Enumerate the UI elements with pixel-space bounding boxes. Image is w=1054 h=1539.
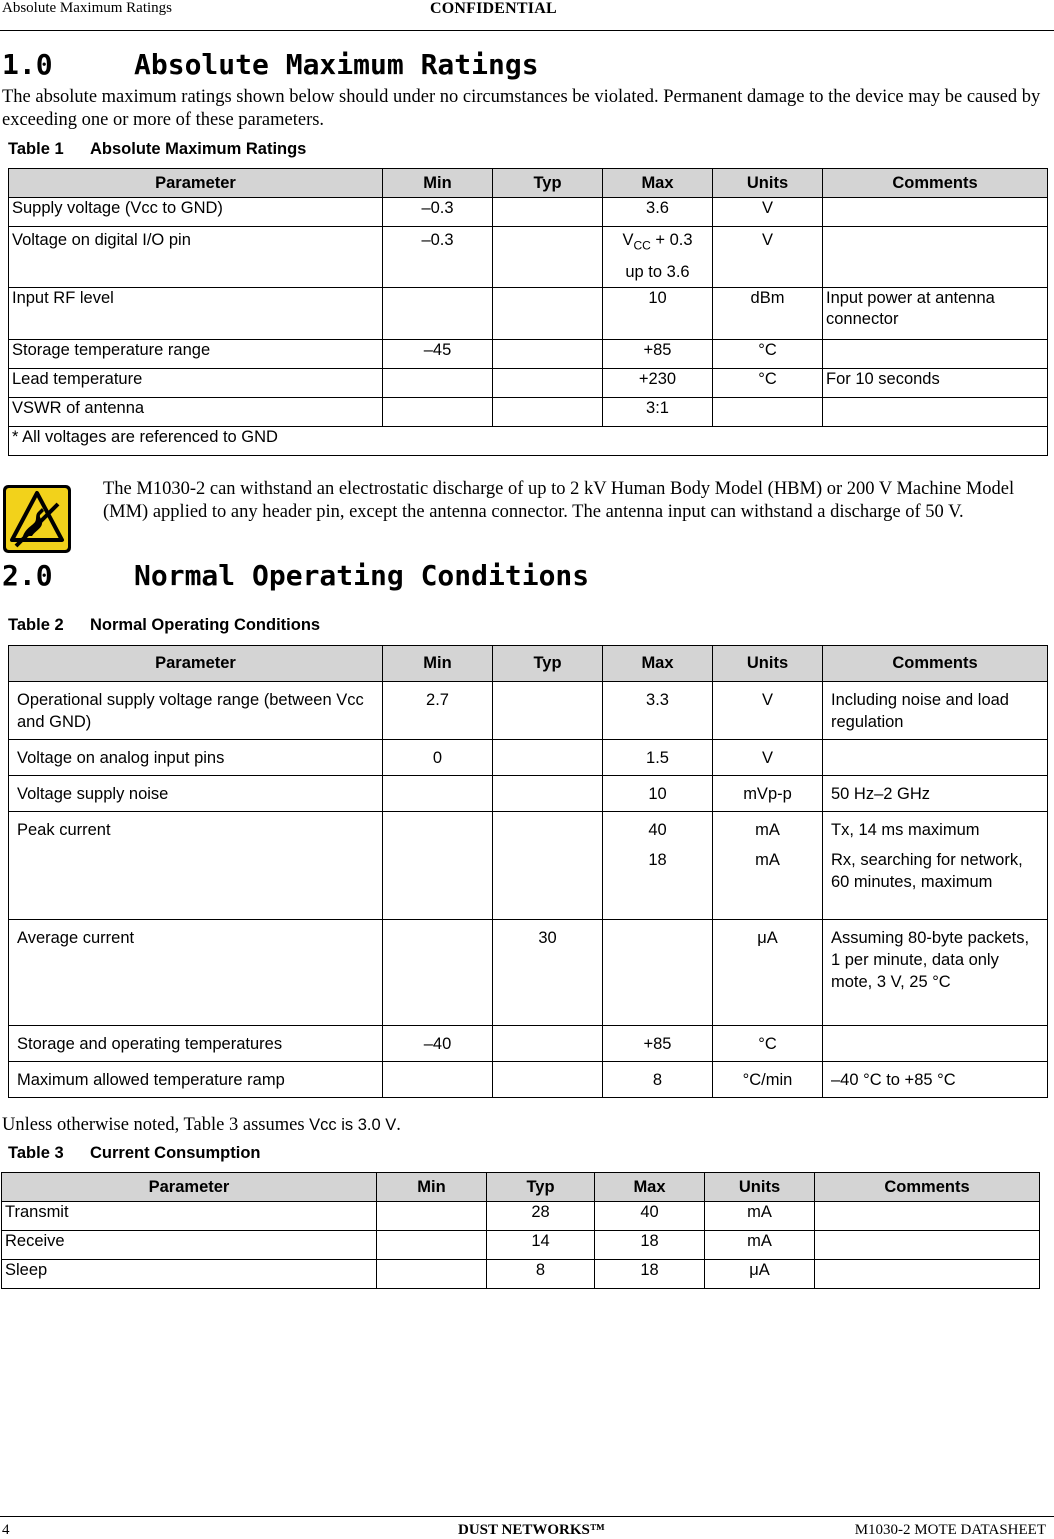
column-header: Units (713, 646, 823, 682)
cell-units (713, 812, 823, 920)
table-row (9, 812, 1048, 920)
table-row (9, 682, 1048, 740)
cell-comments (823, 227, 1048, 288)
table-row (2, 1260, 1040, 1289)
cell-max: 10 (603, 288, 713, 340)
cell-units: dBm (713, 288, 823, 340)
cell-parameter: Input RF level (9, 288, 383, 340)
esd-warning-symbol (2, 484, 72, 554)
cell-units (713, 398, 823, 427)
column-header: Comments (823, 646, 1048, 682)
vcc-condition: Vcc is 3.0 V (309, 1116, 397, 1134)
cell-max: 3:1 (603, 398, 713, 427)
footer-rule (0, 1516, 1054, 1517)
table-2-caption (8, 616, 320, 635)
cell-typ (493, 740, 603, 776)
current-consumption-table (1, 1172, 1040, 1289)
table-row (9, 920, 1048, 1026)
cell-units: °C/min (713, 1062, 823, 1098)
table-3-intro: Unless otherwise noted, Table 3 assumes Vcc is 3.0 V. (2, 1115, 401, 1135)
column-header: Typ (487, 1173, 595, 1202)
comment-line: Rx, searching for network, 60 minutes, maximum (831, 851, 1023, 891)
cell-min (383, 812, 493, 920)
company-name: DUST NETWORKS™ (458, 1522, 605, 1538)
cell-units: mA (705, 1231, 815, 1260)
cell-max (603, 812, 713, 920)
cell-parameter: Sleep (2, 1260, 377, 1289)
table-row (2, 1231, 1040, 1260)
cell-comments (823, 812, 1048, 920)
cell-typ: 14 (487, 1231, 595, 1260)
cell-max: +85 (603, 1026, 713, 1062)
cell-comments: –40 °C to +85 °C (823, 1062, 1048, 1098)
table-row (9, 369, 1048, 398)
max-limit: up to 3.6 (625, 263, 690, 282)
table-header-row (9, 169, 1048, 198)
cell-min (377, 1231, 487, 1260)
cell-min: –40 (383, 1026, 493, 1062)
cell-max: +85 (603, 340, 713, 369)
cell-units: °C (713, 1026, 823, 1062)
cell-comments: 50 Hz–2 GHz (823, 776, 1048, 812)
cell-comments: For 10 seconds (823, 369, 1048, 398)
cell-parameter: Peak current (9, 812, 383, 920)
section-1-heading (2, 48, 539, 81)
table-row (9, 398, 1048, 427)
cell-max: 18 (595, 1260, 705, 1289)
cell-comments: Assuming 80-byte packets, 1 per minute, data only mote, 3 V, 25 °C (823, 920, 1048, 1026)
esd-warning-icon (2, 484, 72, 554)
esd-note-text: The M1030-2 can withstand an electrostatic discharge of up to 2 kV Human Body Model (HBM) or 200 V Machine Model (MM) applied to any header pin, except the antenna connector. The antenna input can withstand a discharge of 50 V. (103, 479, 1015, 522)
cell-max: 3.6 (603, 198, 713, 227)
cell-min (383, 398, 493, 427)
cell-max: 18 (595, 1231, 705, 1260)
cell-typ (493, 288, 603, 340)
page-number: 4 (2, 1522, 10, 1538)
cell-max: +230 (603, 369, 713, 398)
cell-typ: 28 (487, 1202, 595, 1231)
comment-line: Tx, 14 ms maximum (831, 821, 980, 839)
cell-comments (823, 1026, 1048, 1062)
cell-parameter: Lead temperature (9, 369, 383, 398)
cell-units: V (713, 740, 823, 776)
cell-min: –0.3 (383, 198, 493, 227)
section-1-intro: The absolute maximum ratings shown below should under no circumstances be violated. Permanent damage to the device may be caused by exceeding one or more of these parameters. (2, 87, 1041, 130)
units-value: mA (755, 821, 780, 839)
cell-comments: Input power at antenna connector (823, 288, 1048, 340)
cell-comments (815, 1202, 1040, 1231)
cell-comments (823, 340, 1048, 369)
table-row (9, 340, 1048, 369)
cell-units: V (713, 227, 823, 288)
cell-max: 8 (603, 1062, 713, 1098)
running-header-section: Absolute Maximum Ratings (2, 0, 172, 16)
cell-typ (493, 369, 603, 398)
column-header: Typ (493, 169, 603, 198)
cell-min: 2.7 (383, 682, 493, 740)
cell-max (603, 227, 713, 288)
cell-min (383, 776, 493, 812)
column-header: Min (377, 1173, 487, 1202)
column-header: Comments (823, 169, 1048, 198)
table-row (9, 1062, 1048, 1098)
cell-parameter: Maximum allowed temperature ramp (9, 1062, 383, 1098)
cell-units: °C (713, 369, 823, 398)
max-formula: $V_{CC} + 0.3$ (622, 231, 693, 253)
column-header: Comments (815, 1173, 1040, 1202)
cell-parameter: Voltage on analog input pins (9, 740, 383, 776)
cell-comments (815, 1231, 1040, 1260)
column-header: Max (595, 1173, 705, 1202)
table-2-number: Table 2 (8, 616, 64, 634)
table-footnote: * All voltages are referenced to GND (9, 427, 1048, 456)
column-header: Units (713, 169, 823, 198)
cell-parameter: Storage temperature range (9, 340, 383, 369)
cell-parameter: Operational supply voltage range (between Vcc and GND) (9, 682, 383, 740)
table-3-title: Current Consumption (90, 1144, 261, 1162)
column-header: Min (383, 169, 493, 198)
table-1-caption (8, 140, 306, 159)
cell-min: –0.3 (383, 227, 493, 288)
cell-comments (815, 1260, 1040, 1289)
cell-parameter: Average current (9, 920, 383, 1026)
table-row (9, 740, 1048, 776)
cell-min: –45 (383, 340, 493, 369)
cell-units: V (713, 682, 823, 740)
cell-units: μA (705, 1260, 815, 1289)
table-header-row (9, 646, 1048, 682)
cell-parameter: Voltage on digital I/O pin (9, 227, 383, 288)
section-2-heading (2, 559, 589, 592)
table-footnote-row (9, 427, 1048, 456)
column-header: Typ (493, 646, 603, 682)
cell-min (383, 369, 493, 398)
cell-typ (493, 682, 603, 740)
cell-min (377, 1260, 487, 1289)
cell-max (603, 920, 713, 1026)
cell-typ (493, 198, 603, 227)
cell-parameter: Storage and operating temperatures (9, 1026, 383, 1062)
table-row (9, 288, 1048, 340)
column-header: Parameter (2, 1173, 377, 1202)
column-header: Units (705, 1173, 815, 1202)
cell-max: 10 (603, 776, 713, 812)
section-2-number: 2.0 (2, 559, 53, 592)
table-header-row (2, 1173, 1040, 1202)
cell-max: 40 (595, 1202, 705, 1231)
cell-units: °C (713, 340, 823, 369)
cell-typ: 8 (487, 1260, 595, 1289)
cell-comments (823, 740, 1048, 776)
cell-typ (493, 812, 603, 920)
table-row (9, 1026, 1048, 1062)
cell-typ: 30 (493, 920, 603, 1026)
cell-min (383, 920, 493, 1026)
normal-operating-conditions-table (8, 645, 1048, 1098)
max-value: 40 (648, 821, 667, 839)
absolute-max-ratings-table (8, 168, 1048, 456)
cell-typ (493, 1062, 603, 1098)
cell-min (383, 1062, 493, 1098)
table-2-title: Normal Operating Conditions (90, 616, 321, 634)
column-header: Max (603, 646, 713, 682)
column-header: Min (383, 646, 493, 682)
cell-max: 1.5 (603, 740, 713, 776)
cell-typ (493, 776, 603, 812)
cell-typ (493, 1026, 603, 1062)
cell-typ (493, 398, 603, 427)
cell-comments: Including noise and load regulation (823, 682, 1048, 740)
header-rule (0, 30, 1054, 31)
cell-parameter: VSWR of antenna (9, 398, 383, 427)
cell-min (383, 288, 493, 340)
cell-typ (493, 340, 603, 369)
cell-parameter: Voltage supply noise (9, 776, 383, 812)
table-3-number: Table 3 (8, 1144, 64, 1162)
column-header: Parameter (9, 169, 383, 198)
cell-typ (493, 227, 603, 288)
cell-units: V (713, 198, 823, 227)
section-1-number: 1.0 (2, 48, 53, 81)
cell-parameter: Transmit (2, 1202, 377, 1231)
confidential-label: CONFIDENTIAL (430, 0, 557, 17)
cell-max: 3.3 (603, 682, 713, 740)
cell-comments (823, 198, 1048, 227)
table-row (9, 776, 1048, 812)
table-row (9, 198, 1048, 227)
section-2-title: Normal Operating Conditions (134, 559, 590, 592)
cell-units: mA (705, 1202, 815, 1231)
table-1-number: Table 1 (8, 140, 64, 158)
cell-parameter: Supply voltage (Vcc to GND) (9, 198, 383, 227)
column-header: Max (603, 169, 713, 198)
table-1-title: Absolute Maximum Ratings (90, 140, 307, 158)
table-row (2, 1202, 1040, 1231)
cell-min (377, 1202, 487, 1231)
cell-units: μA (713, 920, 823, 1026)
column-header: Parameter (9, 646, 383, 682)
section-1-title: Absolute Maximum Ratings (134, 48, 539, 81)
units-value: mA (755, 851, 780, 869)
cell-min: 0 (383, 740, 493, 776)
cell-comments (823, 398, 1048, 427)
document-title: M1030-2 MOTE DATASHEET (854, 1522, 1046, 1538)
max-value: 18 (648, 851, 667, 869)
cell-parameter: Receive (2, 1231, 377, 1260)
table-row (9, 227, 1048, 288)
cell-units: mVp-p (713, 776, 823, 812)
table-3-caption (8, 1144, 261, 1163)
